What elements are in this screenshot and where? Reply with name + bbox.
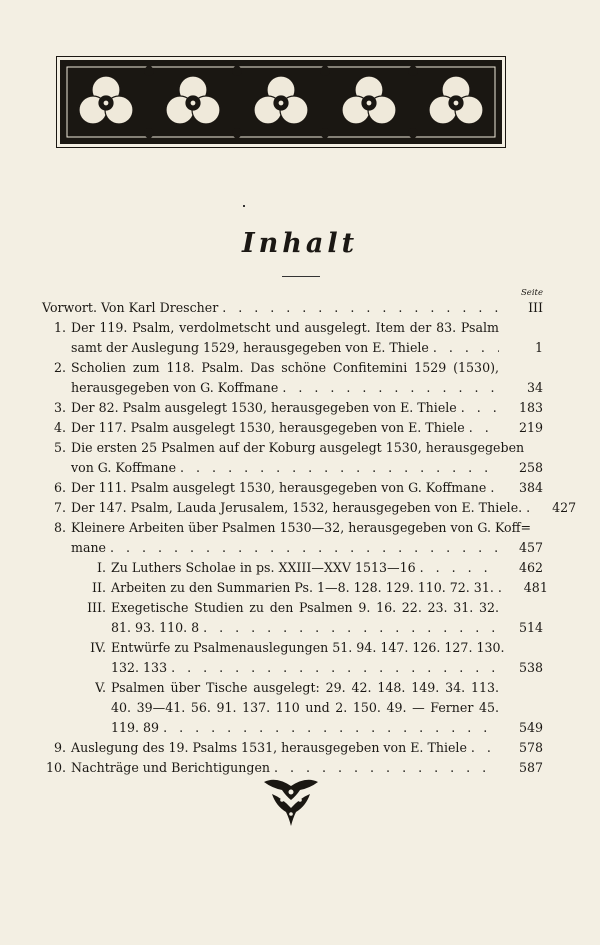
entry-number: 7.	[53, 500, 66, 515]
page-number: III	[528, 300, 543, 315]
toc-line	[42, 758, 543, 778]
page-number: 462	[518, 560, 543, 575]
entry-text: Psalmen über Tische ausgelegt: 29. 42. 148. 149. 34. 113.	[111, 680, 499, 695]
entry-number: II.	[92, 580, 106, 595]
page-number: 587	[518, 760, 543, 775]
dot-leader	[270, 758, 499, 778]
toc-line	[42, 458, 543, 478]
dot-leader	[429, 338, 499, 358]
toc-line	[42, 518, 543, 538]
toc-entry	[42, 418, 543, 438]
entry-text: Auslegung des 19. Psalms 1531, herausgegeben von E. Thiele	[71, 740, 467, 755]
page-number: 427	[552, 500, 577, 515]
page-number: 183	[518, 400, 543, 415]
entry-text: Der 119. Psalm, verdolmetscht und ausgelegt. Item der 83. Psalm	[71, 320, 499, 335]
dot-leader	[486, 478, 499, 498]
dot-leader	[167, 658, 499, 678]
toc-entry	[42, 478, 543, 498]
tailpiece-ornament-icon	[262, 778, 320, 828]
entry-text: von G. Koffmane	[71, 460, 177, 475]
page-number: 457	[518, 540, 543, 555]
page-number: 1	[534, 340, 543, 355]
toc-entry	[42, 318, 543, 358]
page-number: 514	[518, 620, 543, 635]
toc-line	[42, 538, 543, 558]
entry-number: 3.	[53, 400, 66, 415]
entry-number: I.	[97, 560, 106, 575]
dot-leader	[106, 538, 499, 558]
page-title: Inhalt	[241, 228, 359, 259]
page-number: 219	[518, 420, 543, 435]
toc-entry	[42, 298, 543, 318]
toc-entry	[42, 758, 543, 778]
entry-text: Der 82. Psalm ausgelegt 1530, herausgegeben von E. Thiele	[71, 400, 457, 415]
page-number: 258	[518, 460, 543, 475]
entry-text: Nachträge und Berichtigungen	[71, 760, 271, 775]
entry-text: herausgegeben von G. Koffmane	[71, 380, 279, 395]
toc-line	[42, 698, 543, 718]
table-of-contents	[42, 298, 577, 778]
seite-label: Seite	[520, 288, 543, 298]
toc-line	[42, 378, 543, 398]
entry-number: V.	[95, 680, 106, 695]
entry-text: Kleinere Arbeiten über Psalmen 1530—32, herausgegeben von G. Koff=	[71, 520, 532, 535]
toc-line	[42, 718, 543, 738]
page-number: 549	[518, 720, 543, 735]
toc-line	[42, 418, 543, 438]
toc-subentry	[42, 558, 543, 578]
entry-text: Der 117. Psalm ausgelegt 1530, herausgegeben von E. Thiele	[71, 420, 465, 435]
toc-line	[42, 438, 543, 458]
entry-number: 9.	[53, 740, 66, 755]
entry-text: samt der Auslegung 1529, herausgegeben von E. Thiele	[71, 340, 429, 355]
entry-text: 81. 93. 110. 8	[111, 620, 200, 635]
toc-line	[42, 558, 543, 578]
dot-leader	[218, 298, 499, 318]
page-number: 34	[526, 380, 543, 395]
title-rule	[282, 276, 320, 277]
trefoil-ornament-icon	[63, 63, 499, 141]
toc-line	[42, 498, 577, 518]
toc-subentry	[42, 678, 543, 738]
dot-leader	[494, 578, 504, 598]
entry-text: 119. 89	[111, 720, 160, 735]
dot-leader	[416, 558, 499, 578]
toc-line	[42, 658, 543, 678]
toc-line	[42, 318, 543, 338]
toc-subentry	[42, 598, 543, 638]
entry-text: Zu Luthers Scholae in ps. XXIII—XXV 1513—16	[111, 560, 416, 575]
entry-text: Die ersten 25 Psalmen auf der Koburg ausgelegt 1530, herausgegeben	[71, 440, 525, 455]
entry-number: 8.	[53, 520, 66, 535]
entry-number: IV.	[90, 640, 106, 655]
dot-leader	[199, 618, 499, 638]
entry-number: 2.	[53, 360, 66, 375]
toc-line	[42, 298, 543, 318]
entry-text: Exegetische Studien zu den Psalmen 9. 16. 22. 23. 31. 32.	[111, 600, 499, 615]
toc-subentry	[42, 578, 548, 598]
toc-entry	[42, 438, 543, 478]
toc-line	[42, 478, 543, 498]
entry-text: Der 111. Psalm ausgelegt 1530, herausgegeben von G. Koffmane	[71, 480, 487, 495]
page-number: 578	[518, 740, 543, 755]
toc-line	[42, 618, 543, 638]
entry-number: 1.	[53, 320, 66, 335]
entry-number: 10.	[45, 760, 66, 775]
dot-leader	[159, 718, 499, 738]
dot-leader	[522, 498, 532, 518]
page-number: 384	[518, 480, 543, 495]
entry-number: 6.	[53, 480, 66, 495]
toc-entry	[42, 518, 543, 558]
entry-text: Scholien zum 118. Psalm. Das schöne Confitemini 1529 (1530),	[71, 360, 499, 375]
entry-text: 132. 133	[111, 660, 168, 675]
entry-number: 4.	[53, 420, 66, 435]
page-number: 538	[518, 660, 543, 675]
speck	[243, 205, 245, 207]
toc-line	[42, 398, 543, 418]
page-number: 481	[523, 580, 548, 595]
toc-subentry	[42, 638, 543, 678]
toc-entry	[42, 498, 577, 518]
toc-entry	[42, 358, 543, 398]
toc-entry	[42, 738, 543, 758]
toc-line	[42, 638, 543, 658]
entry-text: 40. 39—41. 56. 91. 137. 110 und 2. 150. 49. — Ferner 45.	[111, 700, 499, 715]
entry-text: Vorwort. Von Karl Drescher	[42, 300, 219, 315]
toc-line	[42, 338, 543, 358]
toc-line	[42, 358, 543, 378]
entry-text: Arbeiten zu den Summarien Ps. 1—8. 128. 129. 110. 72. 31.	[111, 580, 494, 595]
dot-leader	[278, 378, 499, 398]
dot-leader	[176, 458, 499, 478]
entry-number: 5.	[53, 440, 66, 455]
toc-line	[42, 598, 543, 618]
entry-text: mane	[71, 540, 107, 555]
toc-entry	[42, 398, 543, 418]
toc-line	[42, 678, 543, 698]
toc-line	[42, 578, 548, 598]
entry-text: Der 147. Psalm, Lauda Jerusalem, 1532, herausgegeben von E. Thiele.	[71, 500, 523, 515]
entry-number: III.	[87, 600, 106, 615]
dot-leader	[467, 738, 499, 758]
decorative-banner	[60, 60, 502, 144]
dot-leader	[457, 398, 499, 418]
entry-text: Entwürfe zu Psalmenauslegungen 51. 94. 147. 126. 127. 130.	[111, 640, 505, 655]
dot-leader	[465, 418, 499, 438]
toc-line	[42, 738, 543, 758]
